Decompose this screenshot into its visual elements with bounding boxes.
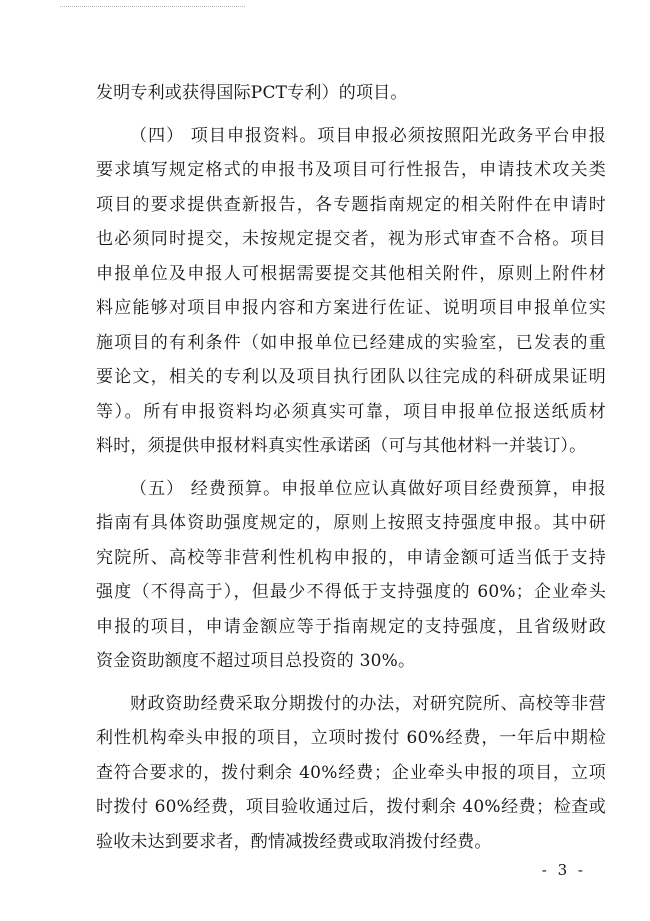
paragraph-3-line-4: 验收未达到要求者，酌情减拨经费或取消拨付经费。 — [96, 831, 492, 852]
paragraph-2-line-1: 指南有具体资助强度规定的，原则上按照支持强度申报。其中研 — [96, 513, 606, 533]
paragraph-1-line-8: 等）。所有申报资料均必须真实可靠，项目申报单位报送纸质材 — [96, 401, 606, 422]
paragraph-1-line-9: 料时，须提供申报材料真实性承诺函（可与其他材料一并装订）。 — [96, 436, 587, 456]
paragraph-gap — [96, 464, 606, 472]
paragraph-2-line-3: 强度（不得高于），但最少不得低于支持强度的 60%；企业牵头 — [96, 582, 606, 602]
paragraph-2-line-4: 申报的项目，申请金额应等于指南规定的支持强度，且省级财政 — [96, 616, 606, 637]
paragraph-2-line-5: 资金资助额度不超过项目总投资的 30%。 — [96, 651, 416, 671]
paragraph-1-line-7: 要论文，相关的专利以及项目执行团队以往完成的科研成果证明 — [96, 367, 606, 387]
paragraph-1-line-0: （四） 项目申报资料。项目申报必须按照阳光政务平台申报 — [130, 125, 606, 146]
paragraph-2-line-2: 究院所、高校等非营利性机构申报的，申请金额可适当低于支持 — [96, 547, 606, 568]
paragraph-3-line-2: 查符合要求的，拨付剩余 40%经费；企业牵头申报的项目，立项 — [96, 762, 606, 783]
paragraph-1-line-4: 申报单位及申报人可根据需要提交其他相关附件，原则上附件材 — [96, 263, 606, 284]
paragraph-3-line-3: 时拨付 60%经费，项目验收通过后，拨付剩余 40%经费；检查或 — [96, 797, 606, 817]
paragraph-2-line-0: （五） 经费预算。申报单位应认真做好项目经费预算，申报 — [130, 478, 606, 499]
page-number: - 3 - — [541, 861, 586, 879]
paragraph-1-line-5: 料应能够对项目申报内容和方案进行佐证、说明项目申报单位实 — [96, 298, 606, 318]
paragraph-3-line-1: 利性机构牵头申报的项目，立项时拨付 60%经费，一年后中期检 — [96, 728, 606, 748]
scan-artifact-line — [60, 6, 245, 7]
paragraph-1-line-2: 项目的要求提供查新报告，各专题指南规定的相关附件在申请时 — [96, 194, 606, 215]
paragraph-1-line-1: 要求填写规定格式的申报书及项目可行性报告，申请技术攻关类 — [96, 160, 606, 180]
paragraph-3-line-0: 财政资助经费采取分期拨付的办法，对研究院所、高校等非营 — [130, 693, 606, 714]
paragraph-gap — [96, 679, 606, 687]
paragraph-1-line-6: 施项目的有利条件（如申报单位已经建成的实验室，已发表的重 — [96, 332, 606, 353]
paragraph-gap — [96, 111, 606, 119]
paragraph-0-line-0: 发明专利或获得国际PCT专利）的项目。 — [96, 83, 408, 103]
body-text — [96, 76, 606, 859]
paragraph-1-line-3: 也必须同时提交，未按规定提交者，视为形式审查不合格。项目 — [96, 229, 606, 249]
